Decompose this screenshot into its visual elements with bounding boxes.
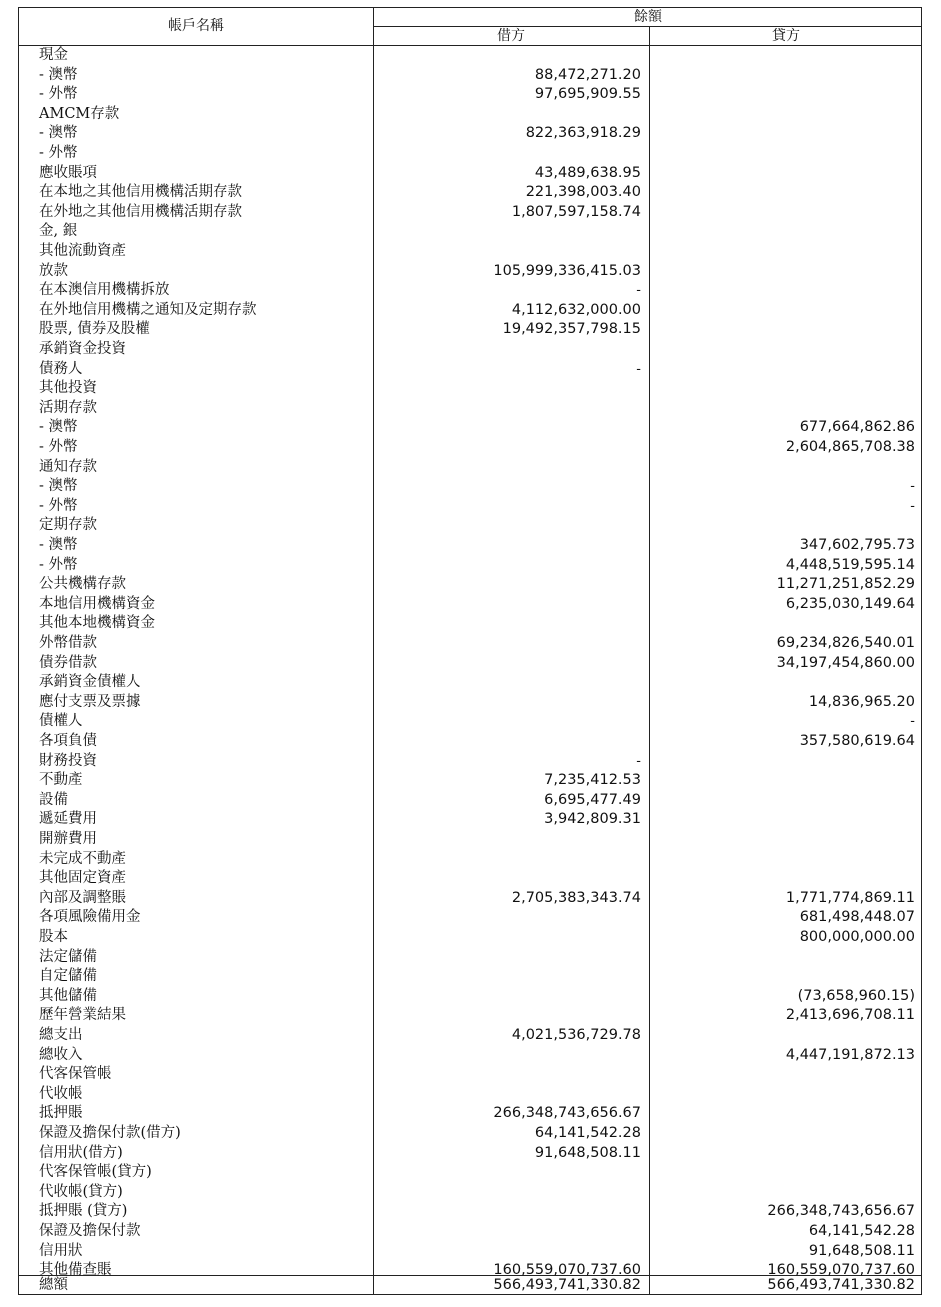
table-row bbox=[19, 928, 923, 948]
account-name: 股本 bbox=[39, 929, 68, 945]
table-row bbox=[19, 66, 923, 86]
account-name: 遞延費用 bbox=[39, 811, 97, 828]
account-name: 內部及調整賬 bbox=[39, 889, 126, 906]
debit-value: 3,942,809.31 bbox=[544, 811, 641, 828]
debit-value: 4,021,536,729.78 bbox=[511, 1027, 641, 1043]
table-row bbox=[19, 1065, 923, 1085]
table-row bbox=[19, 1202, 923, 1222]
account-name: 法定儲備 bbox=[39, 948, 97, 965]
account-name: 金, 銀 bbox=[39, 223, 78, 240]
table-row bbox=[19, 1163, 923, 1183]
account-name: 各項風險備用金 bbox=[39, 909, 141, 926]
credit-value: 681,498,448.07 bbox=[799, 909, 915, 926]
table-row bbox=[19, 222, 923, 242]
account-name: 本地信用機構資金 bbox=[39, 595, 155, 612]
table-row bbox=[19, 536, 923, 556]
account-name: 代客保管帳(貸方) bbox=[39, 1164, 152, 1181]
debit-value: 88,472,271.20 bbox=[534, 66, 641, 83]
table-row bbox=[19, 595, 923, 615]
credit-value: (73,658,960.15) bbox=[797, 987, 915, 1004]
table-row bbox=[19, 1006, 923, 1026]
table-row bbox=[19, 869, 923, 889]
debit-value: - bbox=[636, 753, 641, 769]
account-name: 自定儲備 bbox=[39, 968, 97, 985]
account-name: 未完成不動產 bbox=[39, 850, 126, 867]
table-row bbox=[19, 144, 923, 164]
table-row bbox=[19, 1046, 923, 1066]
account-name: 在外地信用機構之通知及定期存款 bbox=[39, 301, 257, 318]
table-row bbox=[19, 556, 923, 576]
debit-value: 1,807,597,158.74 bbox=[511, 203, 641, 220]
total-label: 總額 bbox=[39, 1277, 68, 1293]
account-name: 在本澳信用機構拆放 bbox=[39, 282, 170, 299]
debit-value: 2,705,383,343.74 bbox=[511, 889, 641, 906]
balance-sheet-table bbox=[18, 7, 922, 1295]
header-credit: 貸方 bbox=[772, 28, 800, 44]
debit-value: 822,363,918.29 bbox=[525, 125, 641, 142]
debit-value: 19,492,357,798.15 bbox=[502, 321, 641, 338]
table-row bbox=[19, 889, 923, 909]
debit-value: 4,112,632,000.00 bbox=[511, 301, 641, 318]
account-name: 保證及擔保付款 bbox=[39, 1223, 141, 1239]
account-name: 股票, 債券及股權 bbox=[39, 321, 150, 338]
table-row bbox=[19, 712, 923, 732]
debit-value: 221,398,003.40 bbox=[525, 184, 641, 201]
total-row bbox=[19, 1276, 923, 1296]
debit-value: 91,648,508.11 bbox=[534, 1144, 641, 1161]
table-row bbox=[19, 46, 923, 66]
credit-value: 64,141,542.28 bbox=[808, 1223, 915, 1239]
account-name: - 外幣 bbox=[39, 556, 78, 573]
credit-value: 11,271,251,852.29 bbox=[776, 576, 915, 593]
table-row bbox=[19, 497, 923, 517]
table-row bbox=[19, 301, 923, 321]
credit-value: 1,771,774,869.11 bbox=[785, 889, 915, 906]
table-row bbox=[19, 967, 923, 987]
account-name: 其他投資 bbox=[39, 380, 97, 397]
credit-value: 91,648,508.11 bbox=[808, 1242, 915, 1259]
table-row bbox=[19, 1183, 923, 1203]
account-name: 抵押賬 bbox=[39, 1105, 83, 1122]
account-name: 定期存款 bbox=[39, 517, 97, 534]
account-name: 活期存款 bbox=[39, 399, 97, 416]
credit-value: 677,664,862.86 bbox=[799, 419, 915, 436]
account-name: - 澳幣 bbox=[39, 478, 78, 495]
account-name: 財務投資 bbox=[39, 752, 97, 769]
table-row bbox=[19, 771, 923, 791]
account-name: 放款 bbox=[39, 262, 68, 279]
credit-value: 14,836,965.20 bbox=[808, 693, 915, 710]
header-account-name: 帳戶名稱 bbox=[168, 18, 224, 34]
account-name: - 澳幣 bbox=[39, 537, 78, 553]
account-name: 在本地之其他信用機構活期存款 bbox=[39, 184, 242, 201]
account-name: 通知存款 bbox=[39, 458, 97, 475]
table-row bbox=[19, 203, 923, 223]
table-row bbox=[19, 752, 923, 772]
table-row bbox=[19, 732, 923, 752]
debit-value: 105,999,336,415.03 bbox=[493, 262, 641, 279]
credit-value: 69,234,826,540.01 bbox=[776, 635, 915, 651]
table-row bbox=[19, 1242, 923, 1262]
header-balance: 餘額 bbox=[634, 9, 662, 25]
account-name: 公共機構存款 bbox=[39, 576, 126, 593]
debit-value: 97,695,909.55 bbox=[534, 86, 641, 103]
account-name: 承銷資金投資 bbox=[39, 341, 126, 357]
table-row bbox=[19, 281, 923, 301]
account-name: 在外地之其他信用機構活期存款 bbox=[39, 203, 242, 220]
table-row bbox=[19, 438, 923, 458]
table-row bbox=[19, 1104, 923, 1124]
table-row bbox=[19, 830, 923, 850]
table-row bbox=[19, 614, 923, 634]
table-row bbox=[19, 575, 923, 595]
debit-value: 6,695,477.49 bbox=[544, 791, 641, 808]
debit-value: 64,141,542.28 bbox=[534, 1125, 641, 1141]
table-row bbox=[19, 458, 923, 478]
account-name: 應收賬項 bbox=[39, 164, 97, 181]
table-row bbox=[19, 1222, 923, 1242]
account-name: 代收帳 bbox=[39, 1085, 83, 1102]
header-divider-balance bbox=[373, 26, 921, 27]
table-row bbox=[19, 654, 923, 674]
account-name: 債券借款 bbox=[39, 654, 97, 671]
account-name: - 外幣 bbox=[39, 497, 78, 514]
credit-value: 34,197,454,860.00 bbox=[776, 654, 915, 671]
total-credit: 566,493,741,330.82 bbox=[767, 1277, 915, 1293]
account-name: - 外幣 bbox=[39, 439, 78, 455]
table-row bbox=[19, 477, 923, 497]
table-row bbox=[19, 987, 923, 1007]
account-name: 其他本地機構資金 bbox=[39, 615, 155, 632]
table-row bbox=[19, 810, 923, 830]
table-row bbox=[19, 418, 923, 438]
credit-value: - bbox=[910, 714, 915, 730]
account-name: - 澳幣 bbox=[39, 66, 78, 83]
header-debit: 借方 bbox=[497, 28, 525, 44]
table-row bbox=[19, 948, 923, 968]
table-row bbox=[19, 908, 923, 928]
table-row bbox=[19, 693, 923, 713]
table-row bbox=[19, 85, 923, 105]
account-name: 債權人 bbox=[39, 713, 83, 730]
credit-value: 357,580,619.64 bbox=[799, 733, 915, 749]
account-name: 其他流動資產 bbox=[39, 243, 126, 259]
account-name: 保證及擔保付款(借方) bbox=[39, 1125, 181, 1141]
table-row bbox=[19, 673, 923, 693]
account-name: - 澳幣 bbox=[39, 419, 78, 436]
credit-value: 2,413,696,708.11 bbox=[785, 1007, 915, 1024]
account-name: 應付支票及票據 bbox=[39, 693, 141, 710]
table-row bbox=[19, 791, 923, 811]
account-name: 外幣借款 bbox=[39, 635, 97, 651]
debit-value: 7,235,412.53 bbox=[544, 772, 641, 789]
account-name: 歷年營業結果 bbox=[39, 1007, 126, 1024]
credit-value: 4,448,519,595.14 bbox=[785, 556, 915, 573]
account-name: - 外幣 bbox=[39, 86, 78, 103]
credit-value: - bbox=[910, 498, 915, 514]
credit-value: 6,235,030,149.64 bbox=[785, 595, 915, 612]
account-name: 不動產 bbox=[39, 772, 83, 789]
table-row bbox=[19, 340, 923, 360]
account-name: 代收帳(貸方) bbox=[39, 1183, 123, 1200]
account-name: 各項負債 bbox=[39, 733, 97, 749]
credit-value: 266,348,743,656.67 bbox=[767, 1203, 915, 1220]
debit-value: - bbox=[636, 283, 641, 299]
table-row bbox=[19, 1026, 923, 1046]
table-row bbox=[19, 242, 923, 262]
table-row bbox=[19, 516, 923, 536]
table-row bbox=[19, 124, 923, 144]
table-row bbox=[19, 399, 923, 419]
debit-value: 43,489,638.95 bbox=[534, 164, 641, 181]
account-name: 債務人 bbox=[39, 360, 83, 377]
table-row bbox=[19, 1085, 923, 1105]
account-name: - 外幣 bbox=[39, 145, 78, 161]
table-row bbox=[19, 262, 923, 282]
credit-value: 4,447,191,872.13 bbox=[785, 1046, 915, 1063]
credit-value: 160,559,070,737.60 bbox=[767, 1262, 915, 1279]
account-name: 現金 bbox=[39, 47, 68, 63]
credit-value: 347,602,795.73 bbox=[799, 537, 915, 553]
account-name: 信用狀(借方) bbox=[39, 1144, 123, 1161]
table-row bbox=[19, 850, 923, 870]
credit-value: 2,604,865,708.38 bbox=[785, 439, 915, 455]
debit-value: 266,348,743,656.67 bbox=[493, 1105, 641, 1122]
account-name: AMCM存款 bbox=[39, 105, 120, 122]
table-row bbox=[19, 1124, 923, 1144]
account-name: 抵押賬 (貸方) bbox=[39, 1203, 128, 1220]
table-row bbox=[19, 634, 923, 654]
table-row bbox=[19, 320, 923, 340]
table-row bbox=[19, 1144, 923, 1164]
table-row bbox=[19, 164, 923, 184]
account-name: 總支出 bbox=[39, 1027, 83, 1043]
account-name: 代客保管帳 bbox=[39, 1066, 112, 1083]
debit-value: 160,559,070,737.60 bbox=[493, 1262, 641, 1279]
account-name: 其他固定資產 bbox=[39, 870, 126, 887]
table-row bbox=[19, 379, 923, 399]
table-row bbox=[19, 360, 923, 380]
table-row bbox=[19, 105, 923, 125]
credit-value: - bbox=[910, 479, 915, 495]
account-name: 信用狀 bbox=[39, 1242, 83, 1259]
account-name: 設備 bbox=[39, 791, 68, 808]
table-row bbox=[19, 183, 923, 203]
credit-value: 800,000,000.00 bbox=[799, 929, 915, 945]
debit-value: - bbox=[636, 361, 641, 377]
total-debit: 566,493,741,330.82 bbox=[493, 1277, 641, 1293]
account-name: 總收入 bbox=[39, 1046, 83, 1063]
account-name: 其他備查賬 bbox=[39, 1262, 112, 1279]
account-name: - 澳幣 bbox=[39, 125, 78, 142]
account-name: 開辦費用 bbox=[39, 831, 97, 847]
account-name: 承銷資金債權人 bbox=[39, 674, 141, 691]
account-name: 其他儲備 bbox=[39, 987, 97, 1004]
